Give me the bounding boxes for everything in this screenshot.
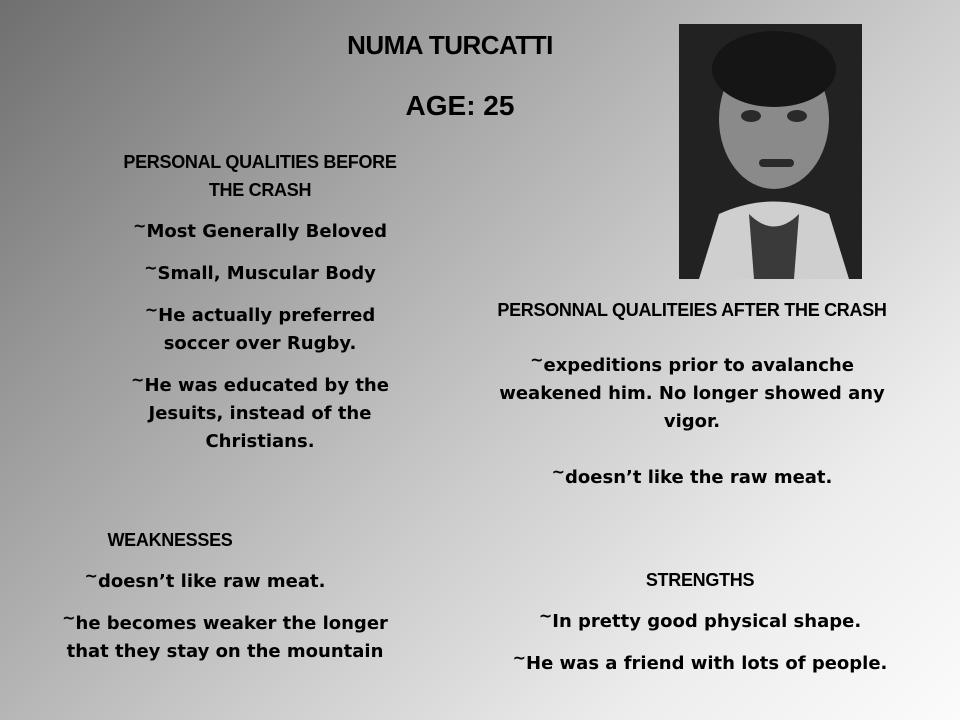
before-item-text: Small, Muscular Body [157,263,376,284]
weakness-item-text: he becomes weaker the longer that they stay on the mountain [66,613,388,662]
tilde-bullet: ~ [62,608,76,627]
tilde-bullet: ~ [144,258,158,277]
before-item-text: He was educated by the Jesuits, instead of the Christians. [144,375,389,452]
before-item [110,212,410,246]
tilde-bullet: ~ [530,350,544,369]
strength-item-text: He was a friend with lots of people. [526,653,888,674]
weaknesses-heading: WEAKNESSES [107,530,233,550]
weaknesses-section [40,526,410,674]
strength-item [490,602,910,636]
tilde-bullet: ~ [512,648,526,667]
after-heading: PERSONNAL QUALITEIES AFTER THE CRASH [497,300,887,320]
strengths-section [490,566,910,686]
tilde-bullet: ~ [538,606,553,625]
before-item-text: He actually preferred soccer over Rugby. [158,305,376,354]
tilde-bullet: ~ [133,216,147,235]
before-section [110,148,410,464]
age-label: AGE: 25 [405,90,515,121]
before-item [110,254,410,288]
strengths-heading: STRENGTHS [645,570,755,590]
portrait-image [679,24,862,279]
before-item [110,296,410,358]
after-item [492,458,892,492]
weakness-item-text: doesn’t like raw meat. [97,571,326,592]
strength-item [490,644,910,678]
after-item-text: doesn’t like the raw meat. [565,467,833,488]
tilde-bullet: ~ [84,566,98,585]
weakness-item [0,562,410,596]
tilde-bullet: ~ [144,300,159,319]
after-item-text: expeditions prior to avalanche weakened him. No longer showed any vigor. [499,355,885,432]
page-title: NUMA TURCATTI [347,30,553,60]
tilde-bullet: ~ [131,370,145,389]
before-item [110,366,410,456]
before-heading: PERSONAL QUALITIES BEFORE THE CRASH [123,152,397,200]
before-item-text: Most Generally Beloved [146,221,387,242]
tilde-bullet: ~ [551,462,566,481]
weakness-item [40,604,410,666]
after-section [492,296,892,500]
after-item [492,346,892,436]
strength-item-text: In pretty good physical shape. [552,611,862,632]
portrait-photo [679,24,862,279]
